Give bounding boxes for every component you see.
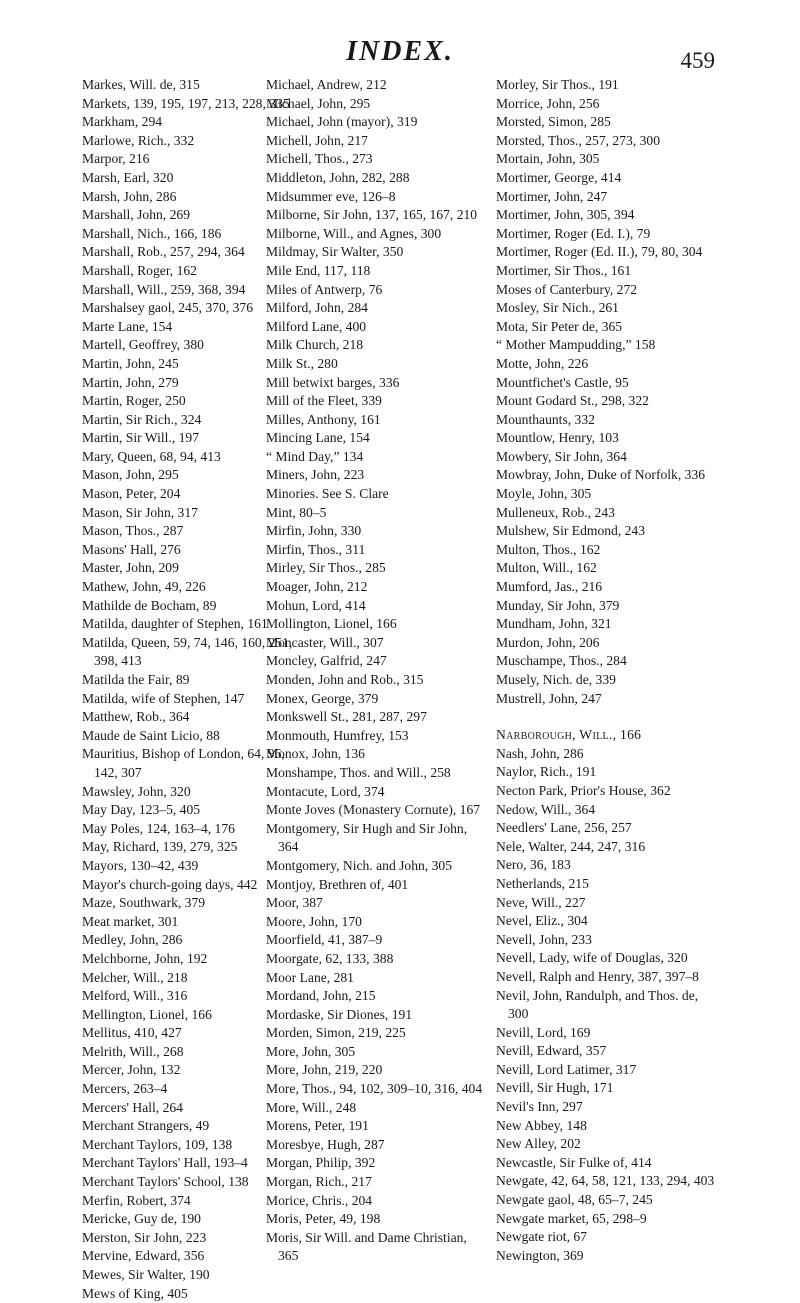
index-entry: More, Will., 248	[266, 1099, 357, 1115]
index-entry: Maze, Southwark, 379	[82, 895, 206, 911]
index-entry: Mason, Peter, 204	[82, 486, 181, 502]
index-entry: Montjoy, Brethren of, 401	[266, 876, 409, 892]
index-entry: Necton Park, Prior's House, 362	[496, 782, 671, 798]
section-gap	[496, 708, 720, 726]
index-entry: Mortimer, Sir Thos., 161	[496, 262, 632, 278]
index-entry: Muschampe, Thos., 284	[496, 653, 627, 669]
index-entry: Mustrell, John, 247	[496, 690, 602, 706]
index-entry: Moris, Sir Will. and Dame Christian, 365	[266, 1229, 467, 1264]
index-entry: Merchant Taylors' Hall, 193–4	[82, 1155, 248, 1171]
index-entry: Mayor's church-going days, 442	[82, 876, 258, 892]
index-entry: Marshall, Roger, 162	[82, 262, 197, 278]
index-entry: Milk Church, 218	[266, 337, 364, 353]
index-entry: Morrice, John, 256	[496, 95, 600, 111]
index-entry: Mercer, John, 132	[82, 1062, 181, 1078]
index-entry: Mincing Lane, 154	[266, 430, 370, 446]
index-entry: Mawsley, John, 320	[82, 783, 191, 799]
index-entry: Martin, Roger, 250	[82, 393, 186, 409]
index-entry: Mile End, 117, 118	[266, 262, 371, 278]
index-entry: Neve, Will., 227	[496, 894, 586, 910]
index-entry: Morice, Chris., 204	[266, 1192, 373, 1208]
index-entry: Mericke, Guy de, 190	[82, 1211, 201, 1227]
index-entry: Monkswell St., 281, 287, 297	[266, 709, 427, 725]
index-entry: Newgate riot, 67	[496, 1229, 587, 1245]
index-entry: Merchant Taylors, 109, 138	[82, 1136, 233, 1152]
index-entry: Morgan, Philip, 392	[266, 1155, 376, 1171]
index-entry: Matilda, daughter of Stephen, 161	[82, 616, 268, 632]
index-entry: Narborough, Will., 166	[496, 727, 642, 743]
index-entry: Masons' Hall, 276	[82, 541, 181, 557]
index-entry: Mercers' Hall, 264	[82, 1099, 183, 1115]
index-entry: Milford, John, 284	[266, 300, 368, 316]
index-entry: Matilda, wife of Stephen, 147	[82, 690, 245, 706]
index-entry: Mollington, Lionel, 166	[266, 616, 397, 632]
index-entry: Nevill, Lord, 169	[496, 1024, 591, 1040]
index-entry: Monshampe, Thos. and Will., 258	[266, 764, 451, 780]
index-entry: Monox, John, 136	[266, 746, 365, 762]
index-entry: Merfin, Robert, 374	[82, 1192, 191, 1208]
index-entry: Nash, John, 286	[496, 745, 584, 761]
index-entry: Mews of King, 405	[82, 1285, 188, 1301]
index-entry: Mathilde de Bocham, 89	[82, 597, 217, 613]
index-entry: Marshall, Rob., 257, 294, 364	[82, 244, 245, 260]
index-entry: Nevil's Inn, 297	[496, 1099, 583, 1115]
index-entry: Mason, John, 295	[82, 467, 179, 483]
index-entry: Multon, Will., 162	[496, 560, 597, 576]
index-entry: Nevell, Lady, wife of Douglas, 320	[496, 950, 688, 966]
index-entry: Musely, Nich. de, 339	[496, 672, 616, 687]
index-entry: Martin, John, 245	[82, 355, 179, 371]
index-entry: Mortimer, Roger (Ed. I.), 79	[496, 225, 651, 241]
index-entry: Montacute, Lord, 374	[266, 783, 385, 799]
index-entry: Martin, John, 279	[82, 374, 179, 390]
index-entry: Moresbye, Hugh, 287	[266, 1136, 385, 1152]
index-entry: Mill of the Fleet, 339	[266, 393, 382, 409]
index-entry: Mounthaunts, 332	[496, 411, 595, 427]
index-entry: Matilda, Queen, 59, 74, 146, 160, 251, 398, 413	[82, 634, 293, 669]
index-entry: Monden, John and Rob., 315	[266, 672, 424, 687]
index-entry: Mint, 80–5	[266, 504, 327, 520]
index-entry: Maude de Saint Licio, 88	[82, 727, 220, 743]
index-entry: Mirley, Sir Thos., 285	[266, 560, 386, 576]
index-entry: Mulshew, Sir Edmond, 243	[496, 523, 646, 539]
index-entry: Newgate market, 65, 298–9	[496, 1210, 647, 1226]
index-entry: Mildmay, Sir Walter, 350	[266, 244, 404, 260]
index-entry: Monmouth, Humfrey, 153	[266, 727, 409, 743]
index-entry: Mayors, 130–42, 439	[82, 857, 199, 873]
index-entry: May Day, 123–5, 405	[82, 802, 201, 818]
index-entry: Marshall, John, 269	[82, 207, 190, 223]
index-entry: Mirfin, Thos., 311	[266, 541, 366, 557]
index-columns	[82, 76, 722, 1301]
index-entry: More, John, 219, 220	[266, 1062, 383, 1078]
index-entry: Nedow, Will., 364	[496, 801, 596, 817]
index-entry: Milford Lane, 400	[266, 318, 367, 334]
index-entry: More, John, 305	[266, 1043, 356, 1059]
index-entry: Michell, Thos., 273	[266, 151, 373, 167]
index-entry: Martell, Geoffrey, 380	[82, 337, 204, 353]
index-entry: Michael, Andrew, 212	[266, 77, 387, 92]
index-entry: Marshall, Will., 259, 368, 394	[82, 281, 246, 297]
index-entry: Moor, 387	[266, 895, 323, 911]
index-entry: Mirfin, John, 330	[266, 523, 362, 539]
index-entry: Marshall, Nich., 166, 186	[82, 225, 222, 241]
index-entry: Mason, Thos., 287	[82, 523, 184, 539]
index-entry: Mauritius, Bishop of London, 64, 96, 142, 307	[82, 746, 285, 780]
index-entry: Michael, John, 295	[266, 95, 371, 111]
index-entry: Morsted, Thos., 257, 273, 300	[496, 132, 661, 148]
index-entry: Markes, Will. de, 315	[82, 77, 200, 92]
index-entry: Milborne, Sir John, 137, 165, 167, 210	[266, 207, 478, 223]
index-entry: Munday, Sir John, 379	[496, 597, 620, 613]
index-entry: Montgomery, Sir Hugh and Sir John, 364	[266, 820, 468, 855]
index-entry: Nevil, John, Randulph, and Thos. de, 300	[496, 987, 699, 1022]
index-entry: Mowbray, John, Duke of Norfolk, 336	[496, 467, 706, 483]
index-entry: Mowbery, Sir John, 364	[496, 448, 627, 464]
index-entry: Newington, 369	[496, 1247, 584, 1263]
index-entry: Nevill, Lord Latimer, 317	[496, 1061, 637, 1077]
index-entry: Mosley, Sir Nich., 261	[496, 300, 619, 316]
index-entry: Moorgate, 62, 133, 388	[266, 950, 394, 966]
index-entry: Nevell, Ralph and Henry, 387, 397–8	[496, 968, 699, 984]
index-entry: May, Richard, 139, 279, 325	[82, 839, 238, 855]
index-entry: Monte Joves (Monastery Cornute), 167	[266, 802, 481, 818]
index-entry: Meat market, 301	[82, 913, 179, 929]
index-entry: Motte, John, 226	[496, 355, 589, 371]
index-entry: Marlowe, Rich., 332	[82, 132, 195, 148]
index-entry: Markets, 139, 195, 197, 213, 228, 335	[82, 95, 290, 111]
index-entry: Moris, Peter, 49, 198	[266, 1211, 381, 1227]
index-entry: Mortimer, John, 247	[496, 188, 608, 204]
index-entry: Netherlands, 215	[496, 875, 589, 891]
index-entry: New Alley, 202	[496, 1136, 581, 1152]
index-entry: Merchant Strangers, 49	[82, 1118, 210, 1134]
index-entry: Mohun, Lord, 414	[266, 597, 366, 613]
index-entry: Mercers, 263–4	[82, 1081, 168, 1097]
index-entry: Monex, George, 379	[266, 690, 379, 706]
index-entry: Mordaske, Sir Diones, 191	[266, 1006, 413, 1022]
index-entry: Michael, John (mayor), 319	[266, 114, 418, 130]
index-entry: Marsh, Earl, 320	[82, 169, 174, 185]
index-entry: Moncaster, Will., 307	[266, 634, 384, 650]
index-entry: Nero, 36, 183	[496, 857, 571, 873]
index-entry: Marpor, 216	[82, 151, 150, 167]
index-entry: Newcastle, Sir Fulke of, 414	[496, 1154, 652, 1170]
index-entry: Multon, Thos., 162	[496, 541, 601, 557]
index-entry: Nele, Walter, 244, 247, 316	[496, 838, 646, 854]
index-entry: Mountfichet's Castle, 95	[496, 374, 629, 390]
index-entry: Morden, Simon, 219, 225	[266, 1025, 406, 1041]
index-entry: Murdon, John, 206	[496, 634, 600, 650]
index-entry: Markham, 294	[82, 114, 163, 130]
index-entry: Moses of Canterbury, 272	[496, 281, 638, 297]
index-entry: New Abbey, 148	[496, 1117, 587, 1133]
index-entry: Midsummer eve, 126–8	[266, 188, 396, 204]
index-entry: Moyle, John, 305	[496, 486, 592, 502]
index-entry: Mota, Sir Peter de, 365	[496, 318, 623, 334]
index-entry: Master, John, 209	[82, 560, 179, 576]
index-entry: Moncley, Galfrid, 247	[266, 653, 387, 669]
index-entry: Montgomery, Nich. and John, 305	[266, 857, 453, 873]
index-entry: Mellitus, 410, 427	[82, 1025, 182, 1041]
index-entry: Minories. See S. Clare	[266, 486, 389, 502]
index-entry: Nevell, John, 233	[496, 931, 592, 947]
index-entry: Miles of Antwerp, 76	[266, 281, 383, 297]
index-entry: Newgate gaol, 48, 65–7, 245	[496, 1192, 653, 1208]
index-entry: Matthew, Rob., 364	[82, 709, 190, 725]
index-entry: Melford, Will., 316	[82, 988, 188, 1004]
index-entry: Moore, John, 170	[266, 913, 362, 929]
index-entry: Mary, Queen, 68, 94, 413	[82, 448, 221, 464]
index-entry: Melrith, Will., 268	[82, 1043, 184, 1059]
index-entry: Mathew, John, 49, 226	[82, 579, 206, 595]
index-entry: Newgate, 42, 64, 58, 121, 133, 294, 403	[496, 1173, 715, 1189]
index-entry: Mount Godard St., 298, 322	[496, 393, 649, 409]
index-entry: Middleton, John, 282, 288	[266, 169, 410, 185]
index-entry: Morgan, Rich., 217	[266, 1174, 372, 1190]
index-entry: “ Mother Mampudding,” 158	[496, 337, 656, 353]
index-entry: Marsh, John, 286	[82, 188, 177, 204]
index-entry: Nevill, Sir Hugh, 171	[496, 1080, 614, 1096]
index-entry: Morley, Sir Thos., 191	[496, 77, 619, 92]
index-entry: Martin, Sir Will., 197	[82, 430, 200, 446]
index-entry: Milles, Anthony, 161	[266, 411, 381, 427]
index-entry: Mill betwixt barges, 336	[266, 374, 400, 390]
page-number: 459	[680, 48, 715, 73]
index-entry: Mumford, Jas., 216	[496, 579, 603, 595]
index-entry: Melcher, Will., 218	[82, 969, 188, 985]
index-column-3	[496, 76, 720, 1265]
running-head: INDEX.	[346, 36, 454, 67]
index-entry: Medley, John, 286	[82, 932, 183, 948]
index-entry: Mordand, John, 215	[266, 988, 376, 1004]
index-entry: Mewes, Sir Walter, 190	[82, 1267, 210, 1282]
index-entry: Matilda the Fair, 89	[82, 672, 190, 687]
index-entry: More, Thos., 94, 102, 309–10, 316, 404	[266, 1081, 483, 1097]
index-entry: Melchborne, John, 192	[82, 950, 208, 966]
index-entry: Mortimer, Roger (Ed. II.), 79, 80, 304	[496, 244, 703, 260]
index-entry: Milborne, Will., and Agnes, 300	[266, 225, 442, 241]
index-entry: Moor Lane, 281	[266, 969, 354, 985]
page-header	[0, 28, 800, 72]
index-entry: Naylor, Rich., 191	[496, 764, 597, 780]
index-entry: Mountlow, Henry, 103	[496, 430, 619, 446]
index-entry: Morens, Peter, 191	[266, 1118, 369, 1134]
index-entry: Morsted, Simon, 285	[496, 114, 611, 130]
index-entry: “ Mind Day,” 134	[266, 448, 364, 464]
index-entry: Nevel, Eliz., 304	[496, 913, 588, 929]
index-entry: Moorfield, 41, 387–9	[266, 932, 383, 948]
index-entry: Needlers' Lane, 256, 257	[496, 820, 632, 836]
index-entry: Merchant Taylors' School, 138	[82, 1174, 249, 1190]
index-column-2	[266, 76, 490, 1266]
index-entry: Mervine, Edward, 356	[82, 1248, 205, 1264]
index-entry: Mellington, Lionel, 166	[82, 1006, 212, 1022]
index-entry: Mortimer, John, 305, 394	[496, 207, 635, 223]
index-entry: Moager, John, 212	[266, 579, 368, 595]
index-entry: Merston, Sir John, 223	[82, 1229, 207, 1245]
index-entry: Mulleneux, Rob., 243	[496, 504, 615, 520]
index-entry: Mason, Sir John, 317	[82, 504, 198, 520]
index-entry: Michell, John, 217	[266, 132, 368, 148]
index-entry: Martin, Sir Rich., 324	[82, 411, 202, 427]
index-entry: Mortain, John, 305	[496, 151, 600, 167]
index-entry: Marte Lane, 154	[82, 318, 173, 334]
index-entry: Mortimer, George, 414	[496, 169, 622, 185]
index-entry: Milk St., 280	[266, 355, 338, 371]
index-entry: May Poles, 124, 163–4, 176	[82, 820, 235, 836]
index-entry: Mundham, John, 321	[496, 616, 612, 632]
index-entry: Marshalsey gaol, 245, 370, 376	[82, 300, 254, 316]
index-entry: Miners, John, 223	[266, 467, 365, 483]
index-entry: Nevill, Edward, 357	[496, 1043, 607, 1059]
